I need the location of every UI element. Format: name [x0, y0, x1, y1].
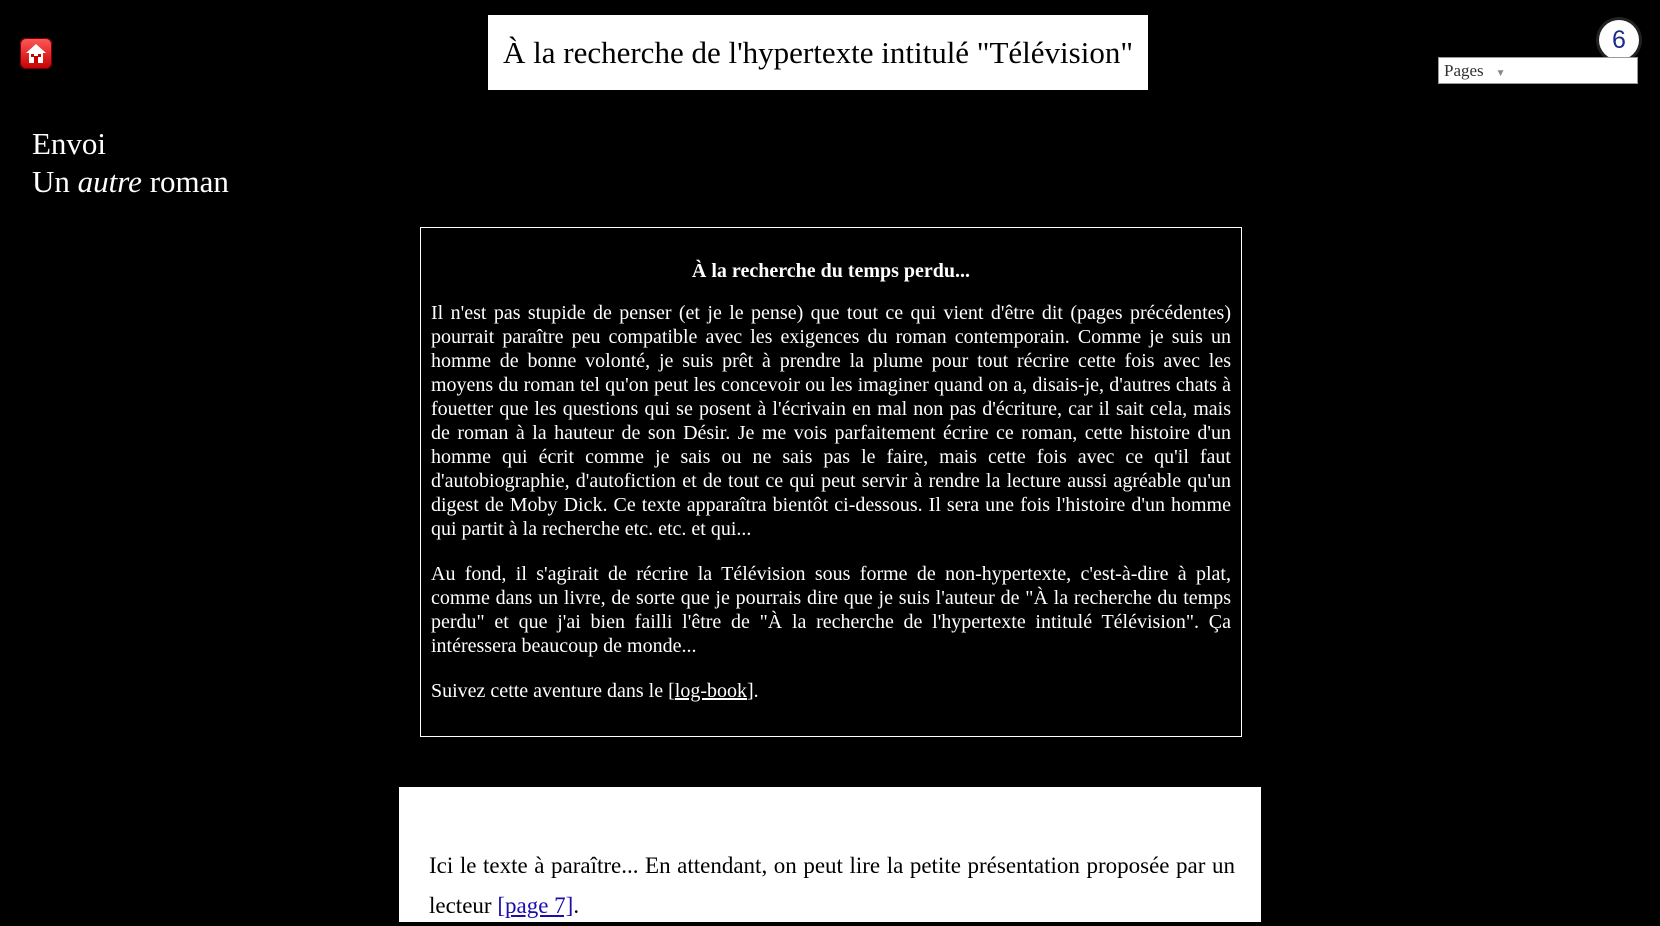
log-book-link[interactable]: log-book: [674, 680, 747, 702]
subtitle-text: Un: [32, 164, 78, 199]
follow-text: ].: [747, 680, 759, 702]
section-subtitle: [32, 125, 229, 201]
page-number-badge: 6: [1599, 20, 1639, 60]
subtitle-emphasis: autre: [77, 164, 142, 199]
article-box: [420, 227, 1242, 737]
pages-dropdown-label: Pages: [1444, 61, 1484, 80]
panel-text-body: Ici le texte à paraître... En attendant, on peut lire la petite présentation proposée par un lecteur: [429, 853, 1235, 918]
subtitle-text: roman: [141, 164, 229, 199]
chevron-down-icon: ▼: [1495, 68, 1506, 79]
panel-text: [429, 846, 1235, 926]
page-7-link[interactable]: [page 7]: [497, 893, 574, 918]
panel-text-end: .: [573, 893, 580, 918]
home-button[interactable]: [20, 38, 52, 69]
upcoming-text-panel: [399, 787, 1261, 922]
article-paragraph-1: Il n'est pas stupide de penser (et je le pense) que tout ce qui vient d'être dit (pages précédentes) pourrait paraître peu compatible avec les exigences du roman contemporain. Comme je suis un homme de bonne volonté, je suis prêt à prendre la plume pour tout récrire cette fois avec les moyens du roman tel qu'on peut les concevoir ou les imaginer quand on a, disais-je, d'autres chats à fouetter que les questions qui se posent à l'écrivain en mal non pas d'écriture, car il sait cela, mais de roman à la hauteur de son Désir. Je me vois parfaitement écrire ce roman, cette histoire d'un homme qui écrit comme je sais ou ne sais pas le faire, mais cette fois avec ce qu'il faut d'autobiographie, d'autofiction et de tout ce qui peut servir à rendre la lecture aussi agréable qu'un digest de Moby Dick. Ce texte apparaîtra bientôt ci-dessous. Il sera une fois l'histoire d'un homme qui partit à la recherche etc. etc. et qui...: [431, 302, 1231, 540]
article-follow: [431, 679, 1231, 703]
follow-text: Suivez cette aventure dans le [: [431, 680, 675, 702]
article-heading: À la recherche du temps perdu...: [691, 260, 971, 282]
article-paragraph-2: Au fond, il s'agirait de récrire la Télévision sous forme de non-hypertexte, c'est-à-dire à plat, comme dans un livre, de sorte que je pourrais dire que je suis l'auteur de "À la recherche du temps perdu" et que j'ai bien failli l'être de "À la recherche de l'hypertexte intitulé Télévision". Ça intéressera beaucoup de monde...: [431, 563, 1231, 657]
subtitle-line-1: Envoi: [32, 126, 107, 161]
pages-dropdown[interactable]: [1438, 57, 1638, 84]
page-title: À la recherche de l'hypertexte intitulé "Télévision": [488, 15, 1148, 90]
subtitle-line-2: [32, 163, 229, 201]
home-icon: [24, 42, 48, 65]
